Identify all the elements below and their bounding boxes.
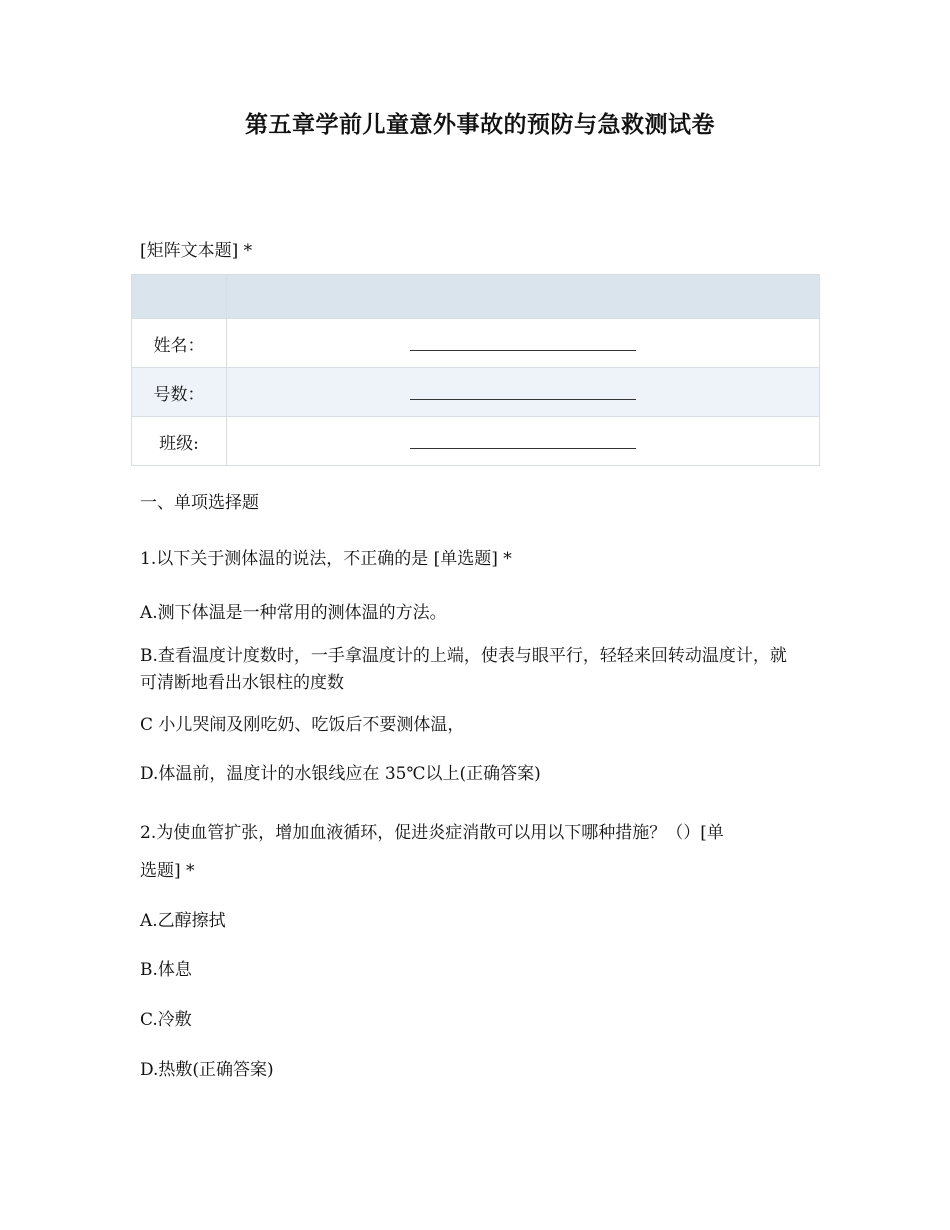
matrix-question-label: [矩阵文本题] *: [140, 241, 253, 261]
class-label: 班级:: [132, 417, 227, 466]
table-row-name: [132, 319, 820, 368]
table-row-number: [132, 368, 820, 417]
question-1-option-b[interactable]: B.查看温度计度数时，一手拿温度计的上端，使表与眼平行，轻轻来回转动温度计，就可清断地看出水银柱的度数: [140, 646, 787, 693]
question-2-option-a[interactable]: A.乙醇擦拭: [140, 911, 226, 931]
number-field[interactable]: [227, 368, 820, 417]
question-1-option-d[interactable]: D.体温前，温度计的水银线应在 35℃以上(正确答案): [140, 764, 541, 784]
name-label: 姓名：: [132, 319, 227, 368]
table-header-row: [132, 275, 820, 319]
question-1-option-c[interactable]: C 小儿哭闹及刚吃奶、吃饭后不要测体温，: [140, 715, 465, 735]
question-2-option-b[interactable]: B.体息: [140, 960, 192, 980]
question-1-option-a[interactable]: A.测下体温是一种常用的测体温的方法。: [140, 603, 447, 623]
table-row-class: [132, 417, 820, 466]
question-2-option-d[interactable]: D.热敷(正确答案): [140, 1060, 274, 1080]
class-field[interactable]: [227, 417, 820, 466]
number-label: 号数：: [132, 368, 227, 417]
question-2-text: 2.为使血管扩张，增加血液循环，促进炎症消散可以用以下哪种措施？（）[单选题] *: [140, 823, 724, 881]
section-title: 一、单项选择题: [140, 493, 259, 513]
student-info-table: [131, 274, 820, 466]
name-field[interactable]: [227, 319, 820, 368]
question-2-option-c[interactable]: C.冷敷: [140, 1010, 192, 1030]
question-1-text: 1.以下关于测体温的说法，不正确的是 [单选题] *: [140, 549, 512, 569]
page-title: 第五章学前儿童意外事故的预防与急救测试卷: [245, 112, 715, 138]
